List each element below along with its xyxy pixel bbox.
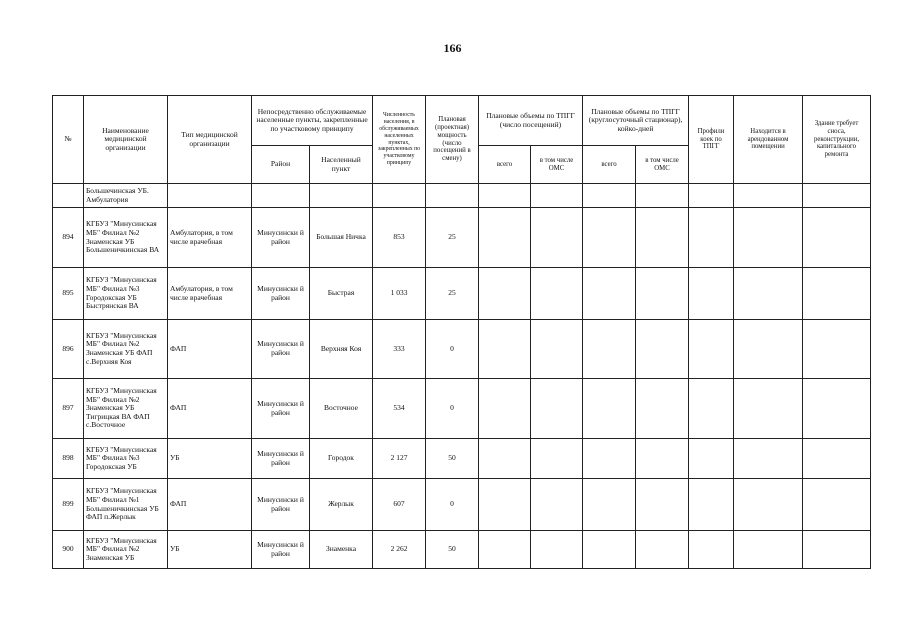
table-row xyxy=(53,268,871,320)
table-row xyxy=(53,479,871,531)
header-served-group: Непосредственно обслуживаемые населенные пункты, закрепленные по участковому принципу xyxy=(252,96,373,146)
row-type: Амбулатория, в том числе врачебная xyxy=(168,268,252,320)
row-org: Большечинская УБ. Амбулатория xyxy=(84,184,168,208)
header-repair: Здание требует сноса, реконструкции, капитального ремонта xyxy=(803,96,871,184)
row-type: ФАП xyxy=(168,479,252,531)
header-settlement: Населенный пункт xyxy=(310,146,373,184)
header-district: Район xyxy=(252,146,310,184)
row-org: КГБУЗ "Минусинская МБ" Филиал №2 Знаменская УБ ФАП с.Верхняя Коя xyxy=(84,320,168,379)
header-org-name: Наименование медицинской организации xyxy=(84,96,168,184)
row-capacity xyxy=(426,184,479,208)
row-type: УБ xyxy=(168,531,252,569)
row-district: Минусински й район xyxy=(252,531,310,569)
row-district: Минусински й район xyxy=(252,268,310,320)
row-num: 896 xyxy=(53,320,84,379)
header-beds-total: всего xyxy=(583,146,636,184)
row-num xyxy=(53,184,84,208)
row-district: Минусински й район xyxy=(252,479,310,531)
header-population: Численность населения, в обслуживаемых населенных пунктах, закрепленных по участковому принципу xyxy=(373,96,426,184)
table-row xyxy=(53,439,871,479)
row-settlement: Восточное xyxy=(310,379,373,439)
row-settlement: Жерлык xyxy=(310,479,373,531)
row-capacity: 0 xyxy=(426,320,479,379)
row-type: ФАП xyxy=(168,379,252,439)
row-num: 897 xyxy=(53,379,84,439)
row-district: Минусински й район xyxy=(252,439,310,479)
row-capacity: 25 xyxy=(426,268,479,320)
row-org: КГБУЗ "Минусинская МБ" Филиал №3 Городокская УБ xyxy=(84,439,168,479)
row-settlement: Быстрая xyxy=(310,268,373,320)
row-population: 607 xyxy=(373,479,426,531)
row-population: 853 xyxy=(373,208,426,268)
registry-table xyxy=(52,95,871,569)
row-settlement xyxy=(310,184,373,208)
row-org: КГБУЗ "Минусинская МБ" Филиал №2 Знаменская УБ Тигрицкая ВА ФАП с.Восточное xyxy=(84,379,168,439)
header-bed-profile: Профили коек по ТПГГ xyxy=(689,96,734,184)
table-row xyxy=(53,531,871,569)
row-type: УБ xyxy=(168,439,252,479)
row-district: Минусински й район xyxy=(252,208,310,268)
row-num: 899 xyxy=(53,479,84,531)
header-tpgg-visits: Плановые объемы по ТПГГ (число посещений) xyxy=(479,96,583,146)
row-population xyxy=(373,184,426,208)
header-num: № xyxy=(53,96,84,184)
row-settlement: Верхняя Коя xyxy=(310,320,373,379)
table-row xyxy=(53,184,871,208)
table-row xyxy=(53,320,871,379)
row-settlement: Знаменка xyxy=(310,531,373,569)
row-capacity: 25 xyxy=(426,208,479,268)
row-org: КГБУЗ "Минусинская МБ" Филиал №3 Городокская УБ Быстрянская ВА xyxy=(84,268,168,320)
row-num: 894 xyxy=(53,208,84,268)
row-population: 2 127 xyxy=(373,439,426,479)
row-population: 2 262 xyxy=(373,531,426,569)
row-num: 900 xyxy=(53,531,84,569)
table-row xyxy=(53,379,871,439)
row-population: 333 xyxy=(373,320,426,379)
row-type xyxy=(168,184,252,208)
row-district xyxy=(252,184,310,208)
row-org: КГБУЗ "Минусинская МБ" Филиал №2 Знаменская УБ Большеничкинская ВА xyxy=(84,208,168,268)
row-capacity: 0 xyxy=(426,379,479,439)
row-num: 898 xyxy=(53,439,84,479)
header-visits-oms: в том числе ОМС xyxy=(531,146,583,184)
header-visits-total: всего xyxy=(479,146,531,184)
table-row xyxy=(53,208,871,268)
row-population: 1 033 xyxy=(373,268,426,320)
row-settlement: Городок xyxy=(310,439,373,479)
row-district: Минусински й район xyxy=(252,379,310,439)
row-district: Минусински й район xyxy=(252,320,310,379)
header-org-type: Тип медицинской организации xyxy=(168,96,252,184)
header-beds-oms: в том числе ОМС xyxy=(636,146,689,184)
row-org: КГБУЗ "Минусинская МБ" Филиал №1 Большеничкинская УБ ФАП п.Жерлык xyxy=(84,479,168,531)
row-num: 895 xyxy=(53,268,84,320)
header-rented: Находится в арендованном помещении xyxy=(734,96,803,184)
row-capacity: 0 xyxy=(426,479,479,531)
page-number: 166 xyxy=(443,41,462,55)
row-org: КГБУЗ "Минусинская МБ" Филиал №2 Знаменская УБ xyxy=(84,531,168,569)
row-capacity: 50 xyxy=(426,531,479,569)
header-tpgg-beds: Плановые объемы по ТПГГ (круглосуточный стационар), койко-дней xyxy=(583,96,689,146)
row-population: 534 xyxy=(373,379,426,439)
header-capacity: Плановая (проектная) мощность (число посещений в смену) xyxy=(426,96,479,184)
row-type: Амбулатория, в том числе врачебная xyxy=(168,208,252,268)
row-capacity: 50 xyxy=(426,439,479,479)
row-type: ФАП xyxy=(168,320,252,379)
row-settlement: Большая Ничка xyxy=(310,208,373,268)
